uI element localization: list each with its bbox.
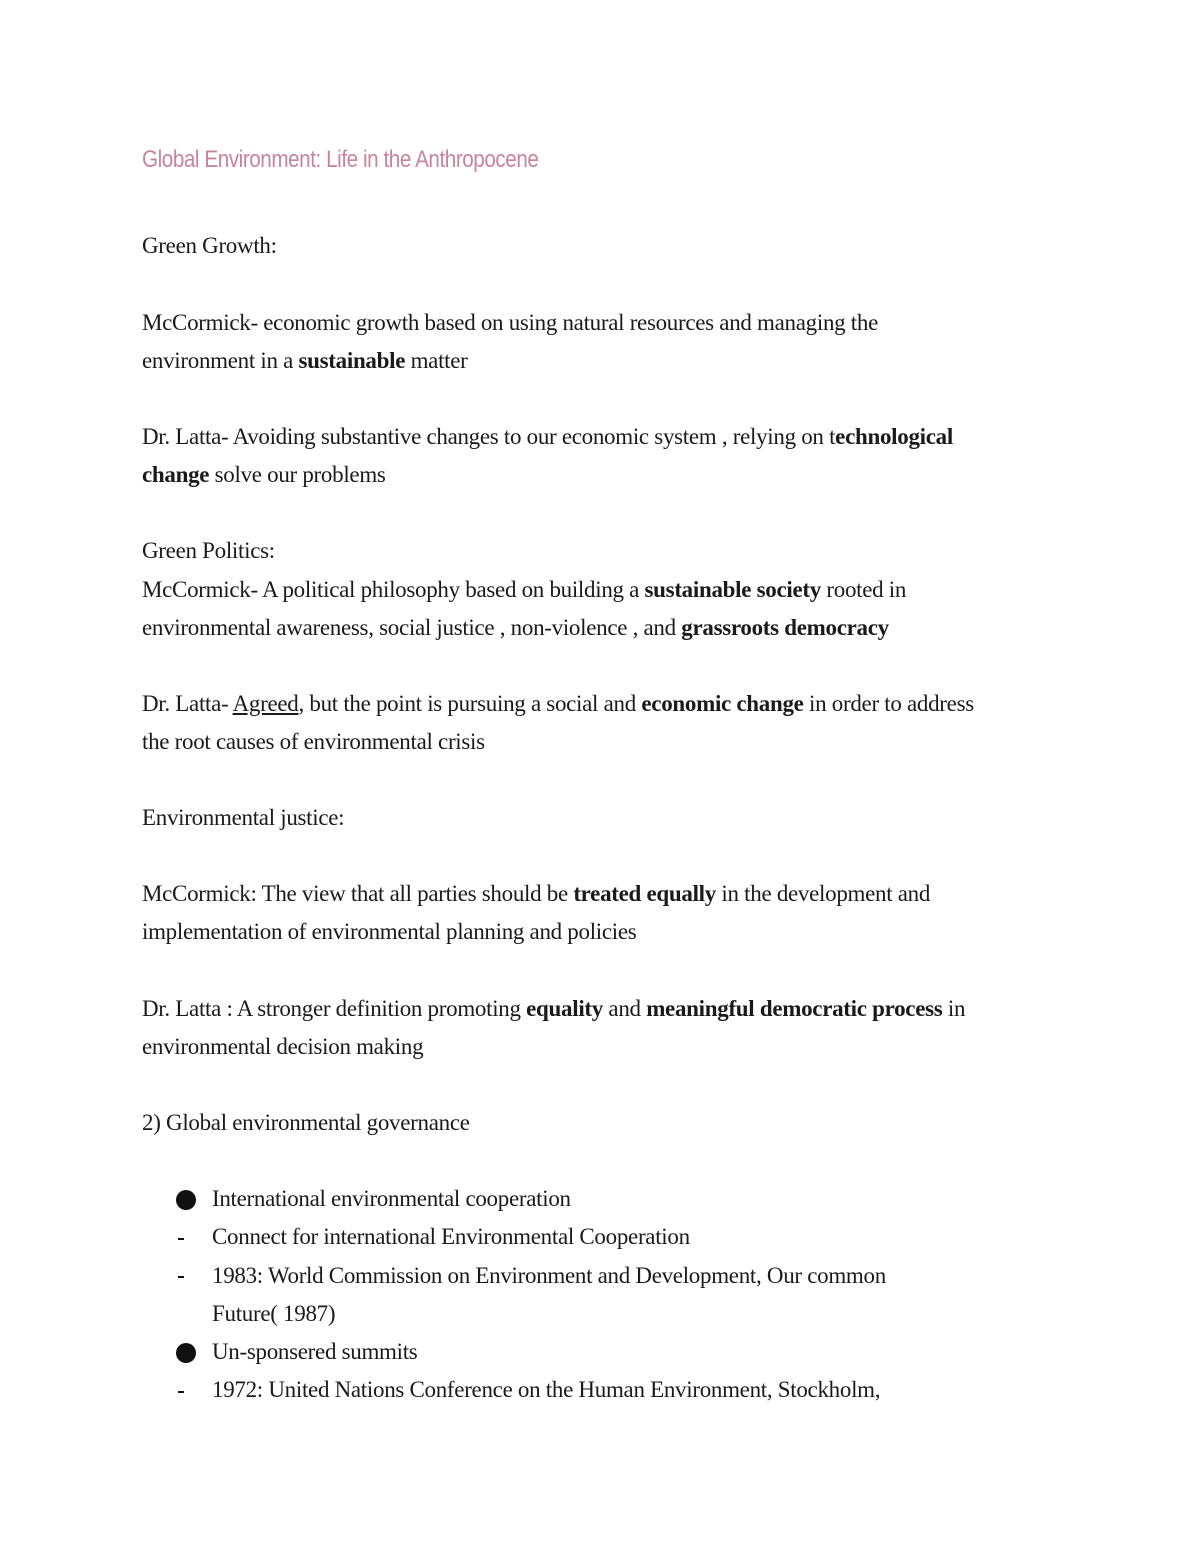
text-span: McCormick- A political philosophy based on building a (142, 577, 645, 602)
env-justice-mccormick-line2: implementation of environmental planning and policies (142, 919, 637, 944)
bold-term: treated equally (573, 881, 716, 906)
env-justice-latta-line2: environmental decision making (142, 1034, 424, 1059)
bullet-dot-icon (176, 1190, 196, 1210)
text-span: environment in a (142, 348, 299, 373)
bold-term: economic change (641, 691, 804, 716)
green-growth-latta-line2 (142, 460, 386, 490)
green-politics-mccormick-line2 (142, 613, 889, 643)
text-span: matter (405, 348, 468, 373)
text-span: McCormick: The view that all parties should be (142, 881, 574, 906)
bold-term: change (142, 462, 210, 487)
green-growth-mccormick-line2 (142, 346, 468, 376)
green-growth-latta-line1 (142, 422, 953, 452)
green-politics-heading: Green Politics: (142, 538, 275, 563)
text-span: in (942, 996, 966, 1021)
bullet-dot-icon (176, 1343, 196, 1363)
text-span: and (602, 996, 647, 1021)
text-span: Dr. Latta- Avoiding substantive changes to our economic system , relying on t (142, 424, 836, 449)
green-politics-mccormick-line1 (142, 575, 906, 605)
bullet-dash-icon (178, 1276, 184, 1278)
list-item: Un-sponsered summits (212, 1339, 418, 1364)
bold-term: echnological (835, 424, 953, 449)
green-politics-latta-line1 (142, 689, 974, 719)
list-item: International environmental cooperation (212, 1186, 571, 1211)
text-span: rooted in (820, 577, 907, 602)
env-justice-heading: Environmental justice: (142, 805, 345, 830)
list-item-continuation: Future( 1987) (212, 1301, 336, 1326)
text-span: Dr. Latta- (142, 691, 233, 716)
list-item: Connect for international Environmental Cooperation (212, 1224, 690, 1249)
text-span: , but the point is pursuing a social and (298, 691, 642, 716)
text-span: Dr. Latta : A stronger definition promoting (142, 996, 527, 1021)
bold-term: sustainable society (644, 577, 821, 602)
env-justice-latta-line1 (142, 994, 965, 1024)
text-span: solve our problems (209, 462, 386, 487)
bold-term: meaningful democratic process (646, 996, 943, 1021)
list-item: 1983: World Commission on Environment and Development, Our common (212, 1263, 886, 1288)
env-justice-mccormick-line1 (142, 879, 930, 909)
text-span: in the development and (715, 881, 931, 906)
bullet-dash-icon (178, 1238, 184, 1240)
text-span: environmental awareness, social justice , non-violence , and (142, 615, 682, 640)
list-item: 1972: United Nations Conference on the Human Environment, Stockholm, (212, 1377, 881, 1402)
green-growth-mccormick-line1: McCormick- economic growth based on using natural resources and managing the (142, 310, 878, 335)
green-politics-latta-line2: the root causes of environmental crisis (142, 729, 485, 754)
text-span: in order to address (803, 691, 974, 716)
page-title: Global Environment: Life in the Anthropocene (142, 146, 539, 173)
bold-term: sustainable (298, 348, 406, 373)
underlined-term: Agreed (232, 691, 299, 716)
green-growth-heading: Green Growth: (142, 233, 277, 258)
bold-term: equality (526, 996, 603, 1021)
governance-heading: 2) Global environmental governance (142, 1110, 470, 1135)
bold-term: grassroots democracy (681, 615, 889, 640)
bullet-dash-icon (178, 1391, 184, 1393)
